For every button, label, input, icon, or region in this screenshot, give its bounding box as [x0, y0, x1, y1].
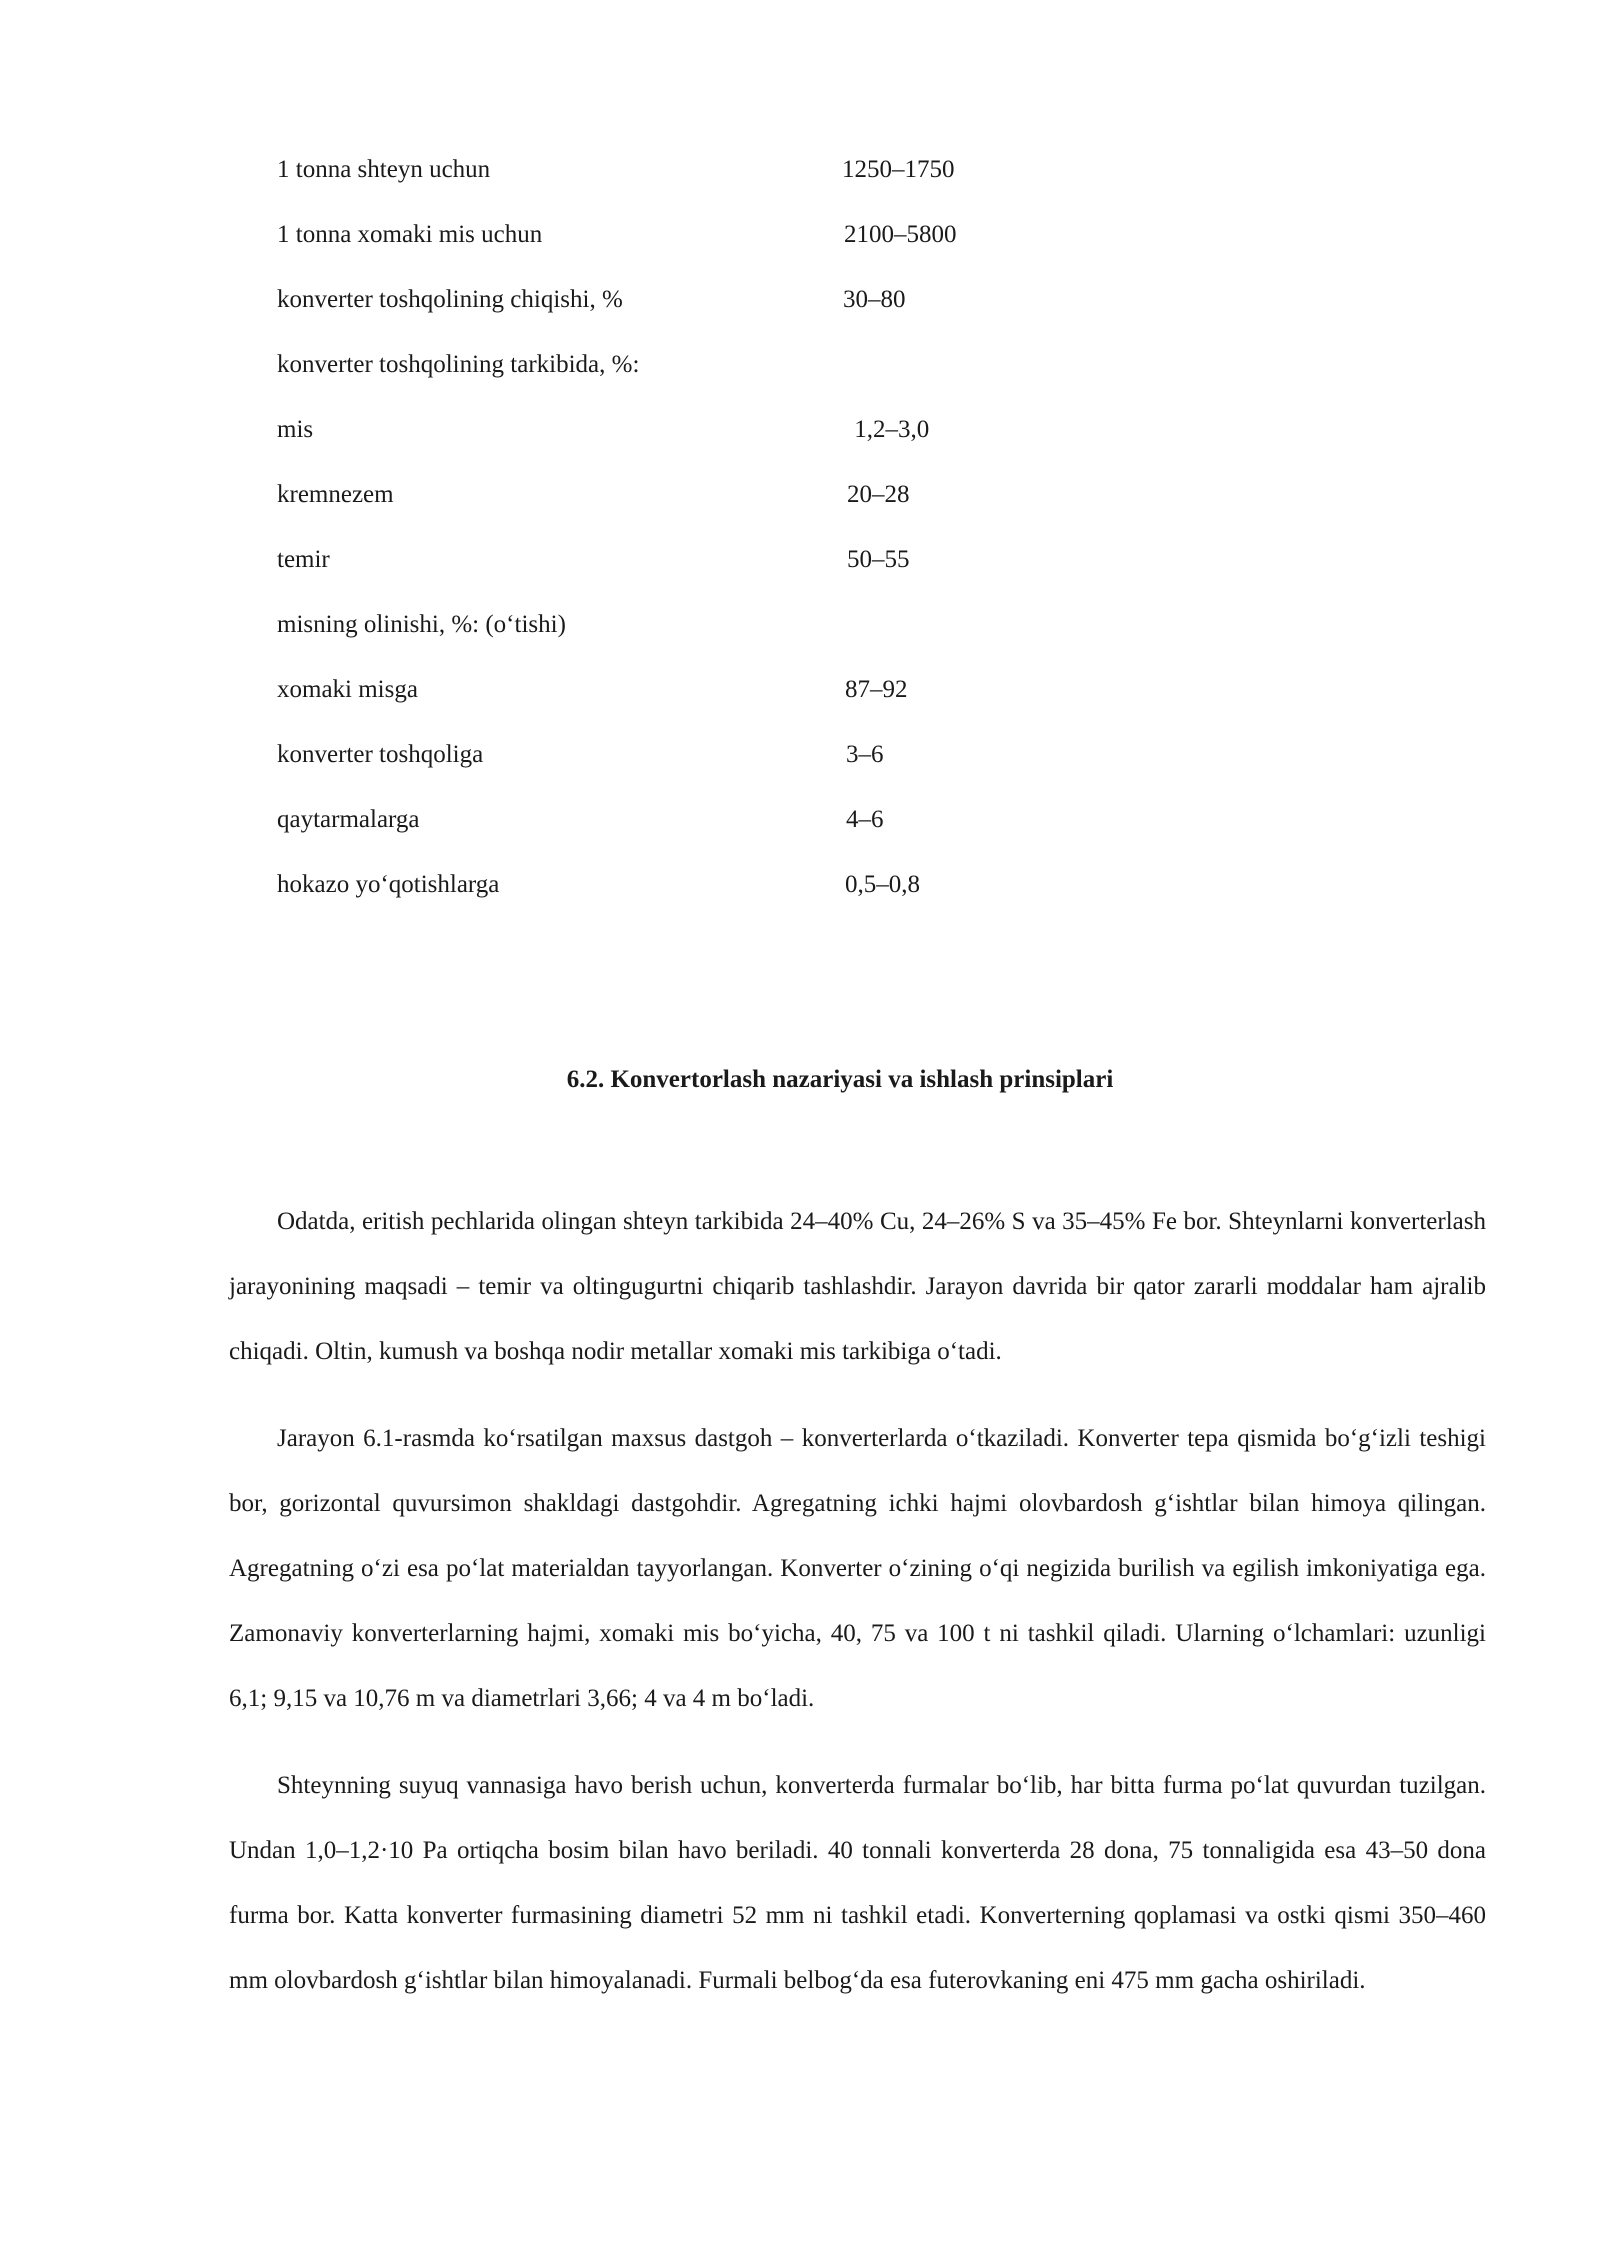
row-value: 30–80 — [843, 286, 906, 313]
table-row — [277, 148, 1177, 213]
parameters-table — [277, 148, 1177, 928]
table-row — [277, 863, 1177, 928]
row-label: temir — [277, 546, 330, 573]
section-heading: 6.2. Konvertorlash nazariyasi va ishlash prinsiplari — [566, 1066, 1114, 1093]
row-value: 20–28 — [847, 481, 910, 508]
row-value: 3–6 — [846, 741, 884, 768]
row-value: 50–55 — [847, 546, 910, 573]
paragraph: Jarayon 6.1-rasmda ko‘rsatilgan maxsus dastgoh – konverterlarda o‘tkaziladi. Konverter tepa qismida bo‘g‘izli teshigi bor, gorizontal quvursimon shakldagi dastgohdir. Agregatning ichki hajmi olovbardosh g‘ishtlar bilan himoya qilingan. Agregatning o‘zi esa po‘lat materialdan tayyorlangan. Konverter o‘zining o‘qi negizida burilish va egilish imkoniyatiga ega. Zamonaviy konverterlarning hajmi, xomaki mis bo‘yicha, 40, 75 va 100 t ni tashkil qiladi. Ularning o‘lchamlari: uzunligi 6,1; 9,15 va 10,76 m va diametrlari 3,66; 4 va 4 m bo‘ladi. — [229, 1425, 1486, 1712]
row-label: konverter toshqoliga — [277, 741, 484, 768]
table-row — [277, 343, 1177, 408]
table-row — [277, 603, 1177, 668]
row-value: 2100–5800 — [844, 221, 957, 248]
table-row — [277, 668, 1177, 733]
table-row — [277, 538, 1177, 603]
row-label: kremnezem — [277, 481, 394, 508]
row-label: misning olinishi, %: (o‘tishi) — [277, 611, 566, 638]
row-label: hokazo yo‘qotishlarga — [277, 871, 500, 898]
row-value: 1,2–3,0 — [848, 416, 930, 443]
row-label: konverter toshqolining chiqishi, % — [277, 286, 623, 313]
table-row — [277, 213, 1177, 278]
table-row — [277, 473, 1177, 538]
body-text — [229, 1189, 1486, 2035]
row-value: 1250–1750 — [842, 156, 955, 183]
table-row — [277, 798, 1177, 863]
row-value: 4–6 — [846, 806, 884, 833]
row-label: mis — [277, 416, 314, 443]
row-label: xomaki misga — [277, 676, 418, 703]
paragraph: Shteynning suyuq vannasiga havo berish uchun, konverterda furmalar bo‘lib, har bitta furma po‘lat quvurdan tuzilgan. Undan 1,0–1,2·10 Pa ortiqcha bosim bilan havo beriladi. 40 tonnali konverterda 28 dona, 75 tonnaligida esa 43–50 dona furma bor. Katta konverter furmasining diametri 52 mm ni tashkil etadi. Konverterning qoplamasi va ostki qismi 350–460 mm olovbardosh g‘ishtlar bilan himoyalanadi. Furmali belbog‘da esa futerovkaning eni 475 mm gacha oshiriladi. — [229, 1772, 1486, 1994]
row-value: 0,5–0,8 — [845, 871, 920, 898]
table-row — [277, 278, 1177, 343]
row-label: konverter toshqolining tarkibida, %: — [277, 351, 640, 378]
paragraph: Odatda, eritish pechlarida olingan shteyn tarkibida 24–40% Cu, 24–26% S va 35–45% Fe bor. Shteynlarni konverterlash jarayonining maqsadi – temir va oltingugurtni chiqarib tashlashdir. Jarayon davrida bir qator zararli moddalar ham ajralib chiqadi. Oltin, kumush va boshqa nodir metallar xomaki mis tarkibiga o‘tadi. — [229, 1208, 1486, 1365]
row-label: 1 tonna xomaki mis uchun — [277, 221, 543, 248]
row-value: 87–92 — [845, 676, 908, 703]
row-label: 1 tonna shteyn uchun — [277, 156, 491, 183]
table-row — [277, 733, 1177, 798]
row-label: qaytarmalarga — [277, 806, 420, 833]
table-row — [277, 408, 1177, 473]
